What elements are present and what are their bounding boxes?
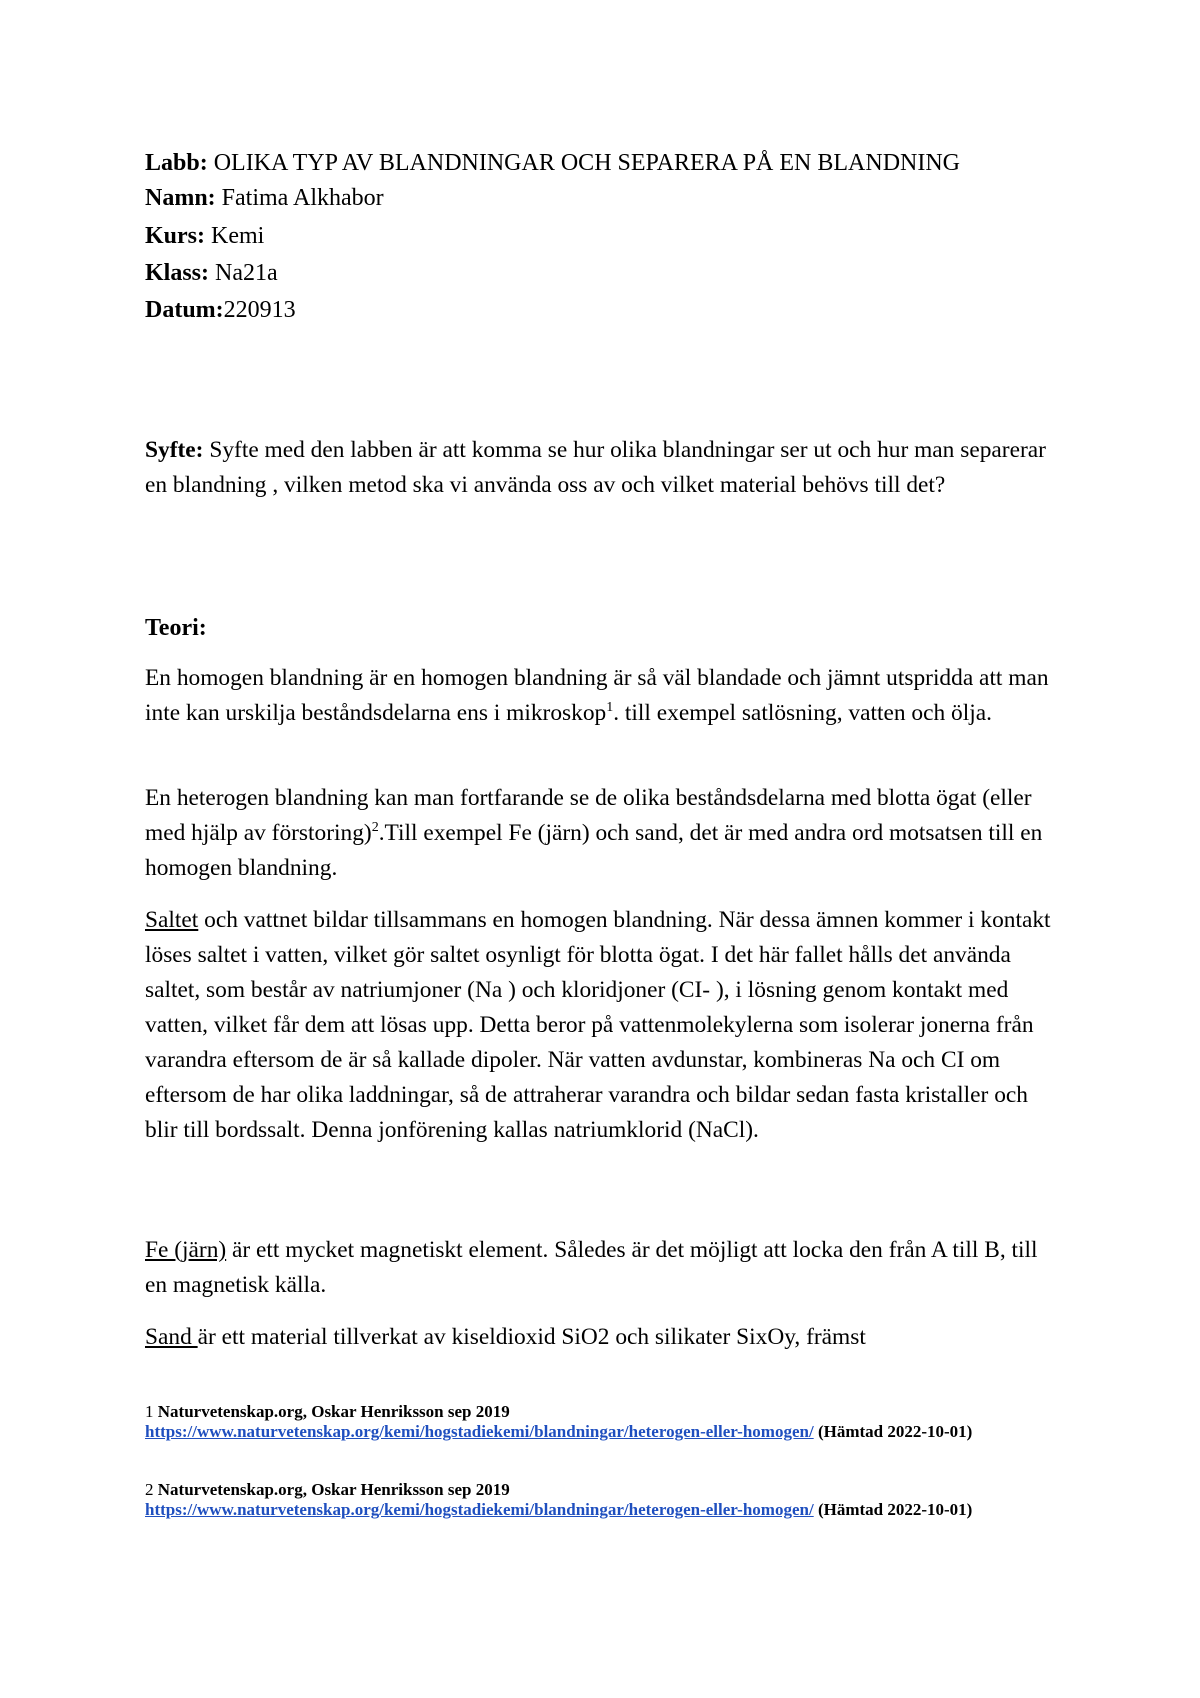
sand-term: Sand [145, 1324, 198, 1350]
teori-paragraph-3 [145, 903, 1065, 1148]
teori-p1-text: En homogen blandning är en homogen blandning är så väl blandade och jämnt utspridda att man inte kan urskilja beståndsdelarna ens i mikroskop [145, 665, 1049, 726]
syfte-paragraph [145, 433, 1065, 503]
fe-term: Fe (järn) [145, 1237, 227, 1263]
teori-paragraph-4 [145, 1233, 1065, 1303]
klass-value: Na21a [215, 260, 278, 286]
footnote-1 [145, 1402, 1065, 1442]
kurs-label: Kurs: [145, 223, 205, 249]
teori-p1-tail: . till exempel satlösning, vatten och ölja. [613, 700, 992, 726]
datum-value: 220913 [223, 297, 296, 323]
teori-paragraph-1 [145, 661, 1065, 731]
kurs-line [145, 219, 264, 254]
teori-paragraph-2 [145, 781, 1065, 886]
syfte-text: Syfte med den labben är att komma se hur olika blandningar ser ut och hur man separerar en blandning , vilken metod ska vi använda oss av och vilket material behövs till det? [145, 437, 1046, 498]
namn-line [145, 181, 384, 216]
teori-heading-line [145, 611, 207, 646]
labb-label: Labb: [145, 150, 208, 176]
kurs-value: Kemi [211, 223, 265, 249]
teori-p2-tail: .Till exempel Fe (järn) och sand, det är med andra ord motsatsen till en homogen blandning. [145, 820, 1043, 881]
teori-p5-text: är ett material tillverkat av kiseldioxid SiO2 och silikater SixOy, främst [197, 1324, 866, 1350]
syfte-label: Syfte: [145, 437, 204, 463]
footnote-ref-1[interactable]: 1 [606, 700, 614, 716]
teori-paragraph-5 [145, 1320, 1065, 1355]
footnote-1-number: 1 [145, 1402, 154, 1421]
labb-value: OLIKA TYP AV BLANDNINGAR OCH SEPARERA PÅ EN BLANDNING [213, 150, 961, 176]
footnote-1-retrieved: (Hämtad 2022-10-01) [813, 1422, 973, 1441]
teori-p2-text: En heterogen blandning kan man fortfarande se de olika beståndsdelarna med blotta ögat (eller med hjälp av förstoring) [145, 785, 1032, 846]
namn-value: Fatima Alkhabor [221, 185, 384, 211]
namn-label: Namn: [145, 185, 216, 211]
footnote-ref-2[interactable]: 2 [371, 820, 379, 836]
datum-line [145, 293, 296, 328]
klass-label: Klass: [145, 260, 210, 286]
teori-p3-text: och vattnet bildar tillsammans en homogen blandning. När dessa ämnen kommer i kontakt löses saltet i vatten, vilket gör saltet osynligt för blotta ögat. I det här fallet hålls det använda saltet, som består av natriumjoner (Na ) och kloridjoner (CI- ), i lösning genom kontakt med vatten, vilket får dem att lösas upp. Detta beror på vattenmolekylerna som isolerar jonerna från varandra eftersom de är så kallade dipoler. När vatten avdunstar, kombineras Na och CI om eftersom de har olika laddningar, så de attraherar varandra och bildar sedan fasta kristaller och blir till bordssalt. Denna jonförening kallas natriumklorid (NaCl). [145, 907, 1051, 1143]
footnote-2 [145, 1480, 1065, 1520]
saltet-term: Saltet [145, 907, 199, 933]
footnote-2-number: 2 [145, 1480, 154, 1499]
footnote-2-link[interactable]: https://www.naturvetenskap.org/kemi/hogstadiekemi/blandningar/heterogen-eller-homogen/ [145, 1500, 814, 1519]
labb-line [145, 146, 960, 181]
footnote-1-link[interactable]: https://www.naturvetenskap.org/kemi/hogstadiekemi/blandningar/heterogen-eller-homogen/ [145, 1422, 814, 1441]
datum-label: Datum: [145, 297, 224, 323]
footnote-1-source: Naturvetenskap.org, Oskar Henriksson sep 2019 [153, 1402, 510, 1421]
klass-line [145, 256, 278, 291]
teori-p4-text: är ett mycket magnetiskt element. Således är det möjligt att locka den från A till B, till en magnetisk källa. [145, 1237, 1038, 1298]
footnote-2-retrieved: (Hämtad 2022-10-01) [813, 1500, 973, 1519]
teori-heading: Teori: [145, 615, 207, 641]
footnote-2-source: Naturvetenskap.org, Oskar Henriksson sep 2019 [153, 1480, 510, 1499]
